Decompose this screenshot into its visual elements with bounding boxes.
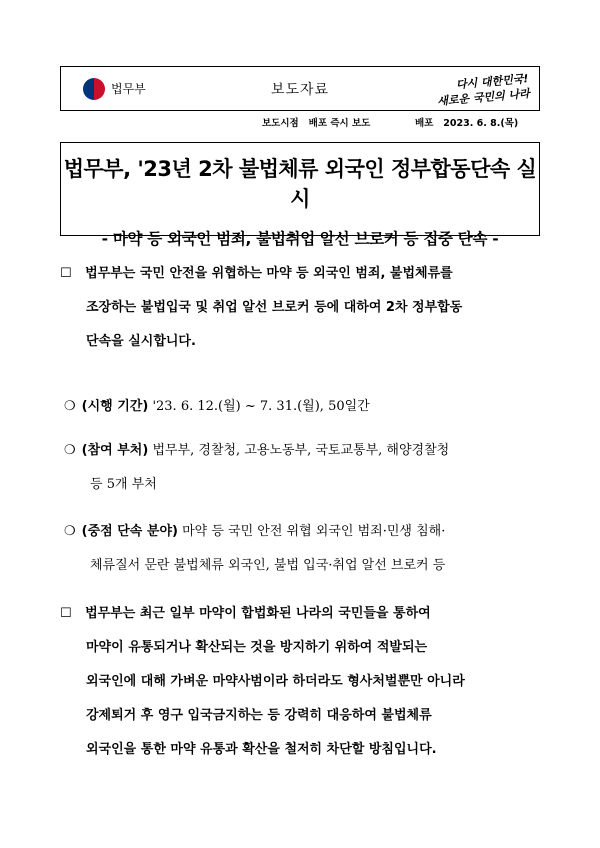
circle-marker: ❍ bbox=[64, 399, 76, 414]
item2-text: 법무부, 경찰청, 고용노동부, 국토교통부, 해양경찰청 bbox=[148, 443, 450, 458]
p1-line3: 단속을 실시합니다. bbox=[86, 334, 196, 349]
p2-line3: 외국인에 대해 가벼운 마약사범이라 하더라도 형사처벌뿐만 아니라 bbox=[86, 674, 465, 689]
slogan-line1: 다시 대한민국! bbox=[455, 72, 529, 92]
square-marker: ☐ bbox=[60, 606, 72, 621]
item3-text: 마약 등 국민 안전 위협 외국인 범죄·민생 침해· bbox=[177, 524, 446, 539]
title-box bbox=[60, 142, 540, 248]
square-marker: ☐ bbox=[60, 266, 72, 281]
doc-type: 보도자료 bbox=[270, 82, 330, 98]
item-period bbox=[64, 390, 544, 424]
p2-line4: 강제퇴거 후 영구 입국금지하는 등 강력히 대응하여 불법체류 bbox=[86, 708, 432, 723]
p1-line2: 조장하는 불법입국 및 취업 알선 브로커 등에 대하여 2차 정부합동 bbox=[86, 300, 463, 315]
date-label: 배포 bbox=[415, 118, 434, 129]
p2-line1: 법무부는 최근 일부 마약이 합법화된 나라의 국민들을 통하여 bbox=[85, 606, 431, 621]
circle-marker: ❍ bbox=[64, 524, 76, 539]
item3-label: (중점 단속 분야) bbox=[81, 524, 178, 539]
circle-marker: ❍ bbox=[64, 443, 76, 458]
item2-cont: 등 5개 부처 bbox=[90, 477, 157, 492]
release-label: 보도시점 bbox=[262, 118, 299, 129]
paragraph-1 bbox=[60, 257, 546, 359]
date-value: 2023. 6. 8.(목) bbox=[443, 118, 519, 129]
p2-line5: 외국인을 통한 마약 유통과 확산을 철저히 차단할 방침입니다. bbox=[86, 742, 437, 757]
item1-label: (시행 기간) bbox=[81, 399, 149, 414]
p2-line2: 마약이 유통되거나 확산되는 것을 방지하기 위하여 적발되는 bbox=[86, 640, 428, 655]
org-name: 법무부 bbox=[111, 82, 146, 96]
header-box bbox=[60, 66, 540, 111]
item-agencies bbox=[64, 434, 544, 502]
release-value: 배포 즉시 보도 bbox=[308, 118, 371, 129]
slogan bbox=[418, 71, 530, 110]
item1-text: '23. 6. 12.(월) ~ 7. 31.(월), 50일간 bbox=[148, 399, 370, 414]
item2-label: (참여 부처) bbox=[81, 443, 149, 458]
p1-line1: 법무부는 국민 안전을 위협하는 마약 등 외국인 범죄, 불법체류를 bbox=[85, 266, 453, 281]
page-subtitle: - 마약 등 외국인 범죄, 불법취업 알선 브로커 등 집중 단속 - bbox=[101, 230, 499, 248]
page-title: 법무부, '23년 2차 불법체류 외국인 정부합동단속 실시 bbox=[63, 157, 537, 211]
release-date bbox=[415, 115, 518, 129]
release-timing bbox=[262, 115, 370, 129]
paragraph-2 bbox=[60, 597, 546, 767]
slogan-line2: 새로운 국민의 나라 bbox=[436, 86, 531, 109]
item-focus bbox=[64, 515, 544, 583]
item3-cont: 체류질서 문란 불법체류 외국인, 불법 입국·취업 알선 브로커 등 bbox=[90, 558, 446, 573]
